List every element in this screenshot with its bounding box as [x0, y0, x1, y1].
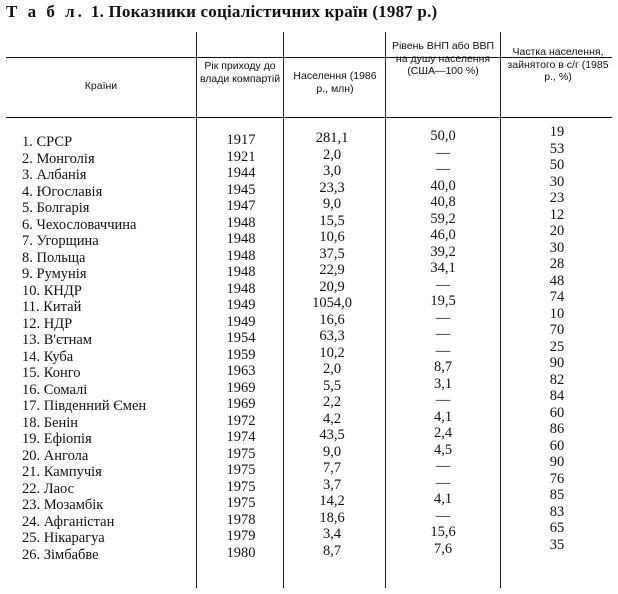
gnp-cell: 8,7: [433, 359, 453, 375]
country-cell: 25. Нікарагуа: [22, 530, 105, 546]
population-cell: 2,2: [322, 394, 342, 410]
agriculture-cell: 35: [549, 536, 565, 553]
population-cell: 20,9: [319, 278, 345, 295]
header-agriculture: Частка населення, зайнятого в с/г (1985 р., %): [507, 46, 609, 83]
year-cell: 1975: [226, 495, 256, 511]
agriculture-cell: 74: [549, 289, 565, 305]
population-cell: 3,7: [322, 476, 342, 493]
year-cell: 1978: [226, 511, 256, 528]
gnp-cell: 7,6: [433, 540, 453, 557]
population-cell: 14,2: [319, 493, 345, 509]
header-year: Рік приходу до влади компартій: [199, 60, 281, 85]
country-cell: 24. Афганістан: [22, 513, 115, 530]
agriculture-cell: 82: [549, 371, 565, 388]
gnp-cell: 46,0: [430, 227, 456, 243]
population-cell: 16,6: [319, 311, 345, 328]
agriculture-cell: 30: [549, 173, 565, 190]
population-cell: 37,5: [319, 245, 345, 262]
gnp-cell: —: [435, 161, 451, 177]
agriculture-cell: 25: [549, 338, 565, 355]
gnp-cell: 2,4: [433, 425, 453, 441]
table-label: Т а б л.: [6, 2, 85, 21]
gnp-cell: —: [435, 342, 451, 359]
population-cell: 63,3: [319, 328, 345, 344]
gnp-cell: 40,0: [430, 177, 456, 194]
population-cell: 15,5: [319, 212, 345, 229]
agriculture-cell: 53: [549, 140, 565, 157]
country-cell: 13. В'єтнам: [22, 332, 92, 348]
population-cell: 9,0: [322, 443, 342, 460]
country-cell: 18. Бенін: [22, 414, 79, 431]
country-cell: 8. Польща: [22, 249, 86, 266]
country-cell: 17. Південний Ємен: [22, 398, 147, 414]
gnp-cell: 34,1: [430, 260, 456, 276]
year-cell: 1975: [226, 462, 256, 478]
year-cell: 1963: [226, 363, 256, 379]
country-cell: 15. Конго: [22, 365, 81, 381]
gnp-cell: —: [435, 276, 451, 293]
year-cell: 1975: [226, 478, 256, 495]
population-cell: 23,3: [319, 179, 345, 196]
gnp-cell: —: [435, 392, 451, 408]
agriculture-cell: 12: [549, 206, 565, 223]
agriculture-cell: 60: [549, 404, 565, 421]
country-cell: 4. Югославія: [22, 183, 103, 200]
population-cell: 22,9: [319, 262, 345, 278]
year-cell: 1980: [226, 544, 256, 561]
year-cell: 1969: [226, 379, 256, 396]
population-cell: 9,0: [322, 196, 342, 212]
population-cell: 3,0: [322, 163, 342, 179]
agriculture-cell: 48: [549, 272, 565, 289]
gnp-cell: 4,1: [433, 408, 453, 425]
country-cell: 19. Ефіопія: [22, 431, 92, 447]
country-cell: 16. Сомалі: [22, 381, 88, 398]
header-gnp: Рівень ВНП або ВВП на душу населення (США—100 %): [391, 40, 495, 77]
year-cell: 1972: [226, 412, 256, 429]
year-cell: 1948: [226, 231, 256, 247]
population-cell: 43,5: [319, 427, 345, 443]
header-country: Країни: [84, 80, 118, 92]
gnp-cell: 15,6: [430, 524, 456, 540]
agriculture-cell: 23: [549, 190, 565, 206]
country-cell: 9. Румунія: [22, 266, 87, 282]
gnp-cell: 4,5: [433, 441, 453, 458]
gnp-cell: —: [435, 507, 451, 524]
year-cell: 1979: [226, 528, 256, 544]
agriculture-cell: 20: [549, 223, 565, 239]
country-cell: 10. КНДР: [22, 282, 82, 299]
column-divider-1: [196, 32, 197, 588]
country-cell: 7. Угорщина: [22, 233, 99, 249]
agriculture-cell: 65: [549, 520, 565, 536]
population-cell: 4,2: [322, 410, 342, 427]
year-cell: 1948: [226, 264, 256, 280]
agriculture-cell: 85: [549, 487, 565, 503]
country-cell: 21. Кампучія: [22, 464, 102, 480]
agriculture-cell: 30: [549, 239, 565, 256]
gnp-cell: —: [435, 326, 451, 342]
gnp-cell: —: [435, 474, 451, 491]
country-cell: 12. НДР: [22, 315, 73, 332]
country-cell: 20. Ангола: [22, 447, 89, 464]
population-cell: 8,7: [322, 542, 342, 559]
year-cell: 1969: [226, 396, 256, 412]
population-cell: 18,6: [319, 509, 345, 526]
gnp-cell: 3,1: [433, 375, 453, 392]
column-divider-4: [500, 32, 501, 588]
agriculture-cell: 76: [549, 470, 565, 487]
country-cell: 11. Китай: [22, 299, 82, 315]
agriculture-cell: 28: [549, 256, 565, 272]
gnp-cell: —: [435, 458, 451, 474]
header-bottom-rule: [6, 117, 612, 118]
table-title-text: 1. Показники соціалістичних країн (1987 р.): [90, 2, 438, 21]
population-cell: 7,7: [322, 460, 342, 476]
year-cell: 1975: [226, 445, 256, 462]
table-title: [6, 2, 437, 22]
population-cell: 2,0: [322, 361, 342, 377]
population-cell: 10,6: [319, 229, 345, 245]
year-cell: 1949: [226, 297, 256, 313]
agriculture-cell: 10: [549, 305, 565, 322]
year-cell: 1974: [226, 429, 256, 445]
year-cell: 1917: [226, 132, 256, 148]
year-cell: 1948: [226, 280, 256, 297]
gnp-cell: 50,0: [430, 128, 456, 144]
country-cell: 5. Болгарія: [22, 200, 90, 216]
gnp-cell: 4,1: [433, 491, 453, 507]
population-cell: 2,0: [322, 146, 342, 163]
year-cell: 1948: [226, 214, 256, 231]
country-cell: 3. Албанія: [22, 167, 87, 183]
country-cell: 2. Монголія: [22, 150, 95, 167]
agriculture-cell: 19: [549, 124, 565, 140]
year-cell: 1954: [226, 330, 256, 346]
agriculture-cell: 84: [549, 388, 565, 404]
agriculture-cell: 90: [549, 454, 565, 470]
country-cell: 26. Зімбабве: [22, 546, 99, 563]
agriculture-cell: 83: [549, 503, 565, 520]
agriculture-cell: 86: [549, 421, 565, 437]
country-cell: 23. Мозамбік: [22, 497, 104, 513]
year-cell: 1921: [226, 148, 256, 165]
population-cell: 10,2: [319, 344, 345, 361]
population-cell: 1054,0: [312, 295, 352, 311]
agriculture-cell: 60: [549, 437, 565, 454]
column-divider-3: [385, 32, 386, 588]
column-divider-2: [283, 32, 284, 588]
gnp-cell: 40,8: [430, 194, 456, 210]
year-cell: 1959: [226, 346, 256, 363]
agriculture-cell: 70: [549, 322, 565, 338]
country-cell: 14. Куба: [22, 348, 74, 365]
population-cell: 5,5: [322, 377, 342, 394]
population-cell: 3,4: [322, 526, 342, 542]
year-cell: 1944: [226, 165, 256, 181]
agriculture-cell: 50: [549, 157, 565, 173]
gnp-cell: 39,2: [430, 243, 456, 260]
country-cell: 1. СРСР: [22, 134, 73, 150]
gnp-cell: —: [435, 144, 451, 161]
year-cell: 1945: [226, 181, 256, 198]
country-cell: 22. Лаос: [22, 480, 75, 497]
gnp-cell: 59,2: [430, 210, 456, 227]
year-cell: 1947: [226, 198, 256, 214]
year-cell: 1948: [226, 247, 256, 264]
population-cell: 281,1: [315, 130, 349, 146]
header-population: Населення (1986 р., млн): [293, 70, 377, 95]
gnp-cell: 19,5: [430, 293, 456, 309]
agriculture-cell: 90: [549, 355, 565, 371]
gnp-cell: —: [435, 309, 451, 326]
year-cell: 1949: [226, 313, 256, 330]
country-cell: 6. Чехословаччина: [22, 216, 137, 233]
